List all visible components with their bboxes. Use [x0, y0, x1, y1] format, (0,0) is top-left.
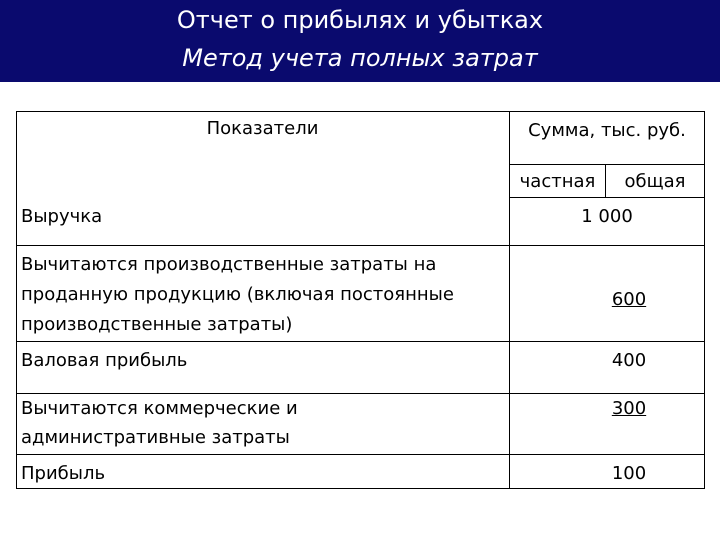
table-border-right: [704, 111, 705, 489]
amount-subheader-line: [509, 164, 705, 165]
header-partial: частная: [519, 171, 596, 192]
row-label-cogs-line3: производственные затраты): [21, 314, 293, 335]
header-indicators: Показатели: [206, 118, 319, 139]
row-label-revenue: Выручка: [21, 206, 103, 227]
row-separator: [509, 197, 705, 198]
slide-title: Отчет о прибылях и убытках: [176, 6, 544, 34]
table-border-bottom: [16, 488, 705, 489]
slide-header: [0, 0, 720, 82]
row-separator: [16, 393, 705, 394]
row-label-sga-line2: административные затраты: [21, 427, 290, 448]
row-label-sga-line1: Вычитаются коммерческие и: [21, 398, 298, 419]
row-value-revenue: 1 000: [581, 206, 633, 227]
slide-subtitle: Метод учета полных затрат: [182, 44, 538, 72]
header-amount: Сумма, тыс. руб.: [528, 120, 686, 141]
row-value-profit: 100: [611, 463, 647, 484]
row-label-cogs-line2: проданную продукцию (включая постоянные: [21, 284, 454, 305]
row-separator: [16, 341, 705, 342]
row-value-cogs: 600: [611, 289, 647, 310]
row-value-sga: 300: [611, 398, 647, 419]
row-label-profit: Прибыль: [21, 463, 106, 484]
income-statement-table: [16, 111, 705, 489]
row-label-gross-profit: Валовая прибыль: [21, 350, 188, 371]
row-value-gross-profit: 400: [611, 350, 647, 371]
row-separator: [16, 245, 705, 246]
table-border-left: [16, 111, 17, 489]
table-border-top: [16, 111, 705, 112]
row-separator: [16, 454, 705, 455]
header-total: общая: [624, 171, 686, 192]
row-label-cogs-line1: Вычитаются производственные затраты на: [21, 254, 437, 275]
